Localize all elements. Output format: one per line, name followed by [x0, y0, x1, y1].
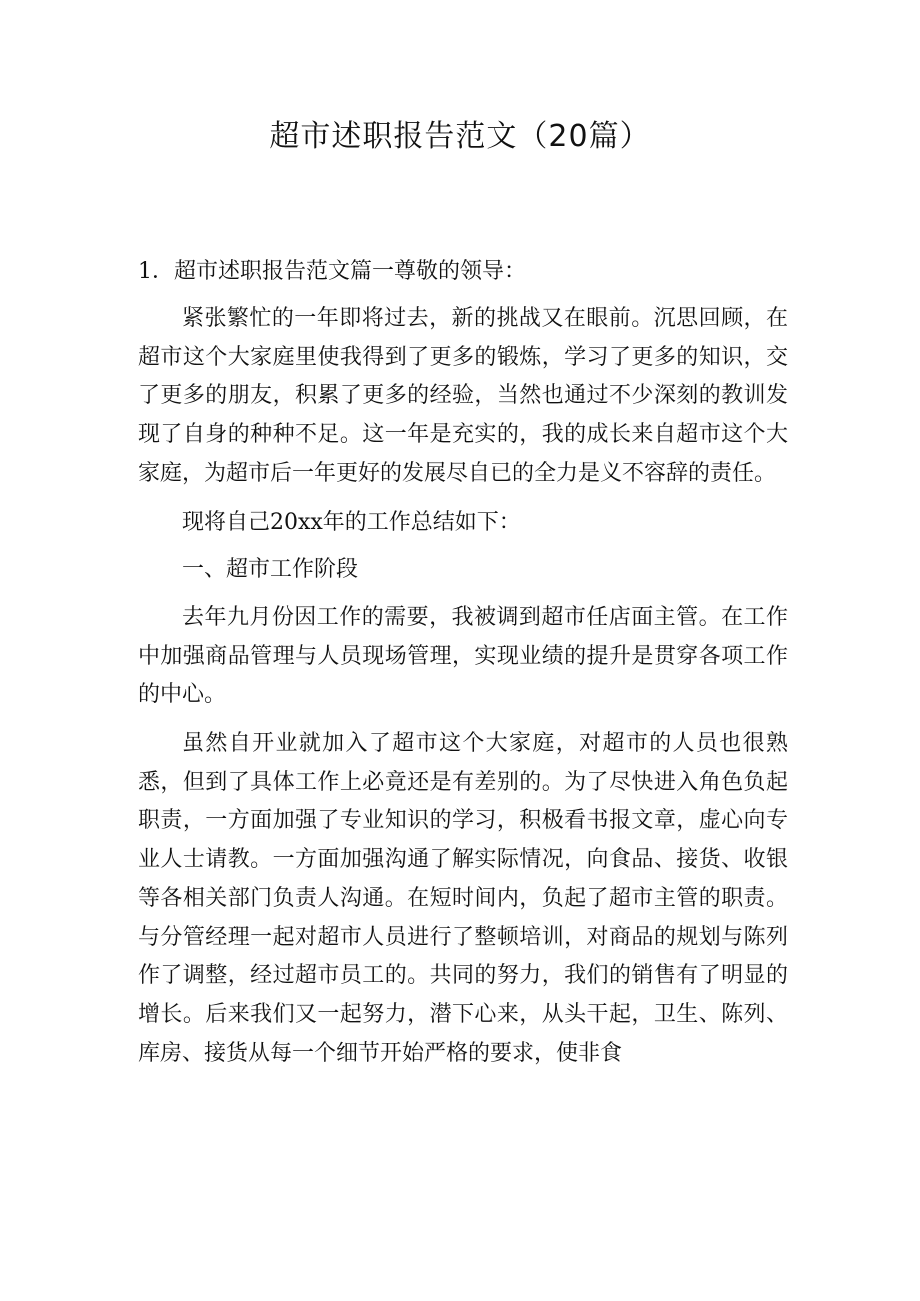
paragraph-work-detail: 虽然自开业就加入了超市这个大家庭，对超市的人员也很熟悉，但到了具体工作上必竟还是有差别的。为了尽快进入角色负起职责，一方面加强了专业知识的学习，积极看书报文章，虚心向专业人士请教。一方面加强沟通了解实际情况，向食品、接货、收银等各相关部门负责人沟通。在短时间内，负起了超市主管的职责。与分管经理一起对超市人员进行了整顿培训，对商品的规划与陈列作了调整，经过超市员工的。共同的努力，我们的销售有了明显的增长。后来我们又一起努力，潜下心来，从头干起，卫生、陈列、库房、接货从每一个细节开始严格的要求，使非食: [138, 731, 788, 1066]
document-body: [138, 254, 788, 1083]
paragraph-transfer: 去年九月份因工作的需要，我被调到超市任店面主管。在工作中加强商品管理与人员现场管理，实现业绩的提升是贯穿各项工作的中心。: [138, 604, 788, 708]
paragraph-intro: 紧张繁忙的一年即将过去，新的挑战又在眼前。沉思回顾，在超市这个大家庭里使我得到了更多的锻炼，学习了更多的知识，交了更多的朋友，积累了更多的经验，当然也通过不少深刻的教训发现了自身的种种不足。这一年是充实的，我的成长来自超市这个大家庭，为超市后一年更好的发展尽自已的全力是义不容辞的责任。: [138, 306, 788, 486]
document-title: 超市述职报告范文（20篇）: [269, 119, 651, 154]
section-heading: 1．超市述职报告范文篇一尊敬的领导：: [138, 259, 526, 284]
paragraph-summary-lead: 现将自己20xx年的工作总结如下：: [182, 509, 521, 535]
subsection-heading: 一、超市工作阶段: [182, 557, 359, 583]
